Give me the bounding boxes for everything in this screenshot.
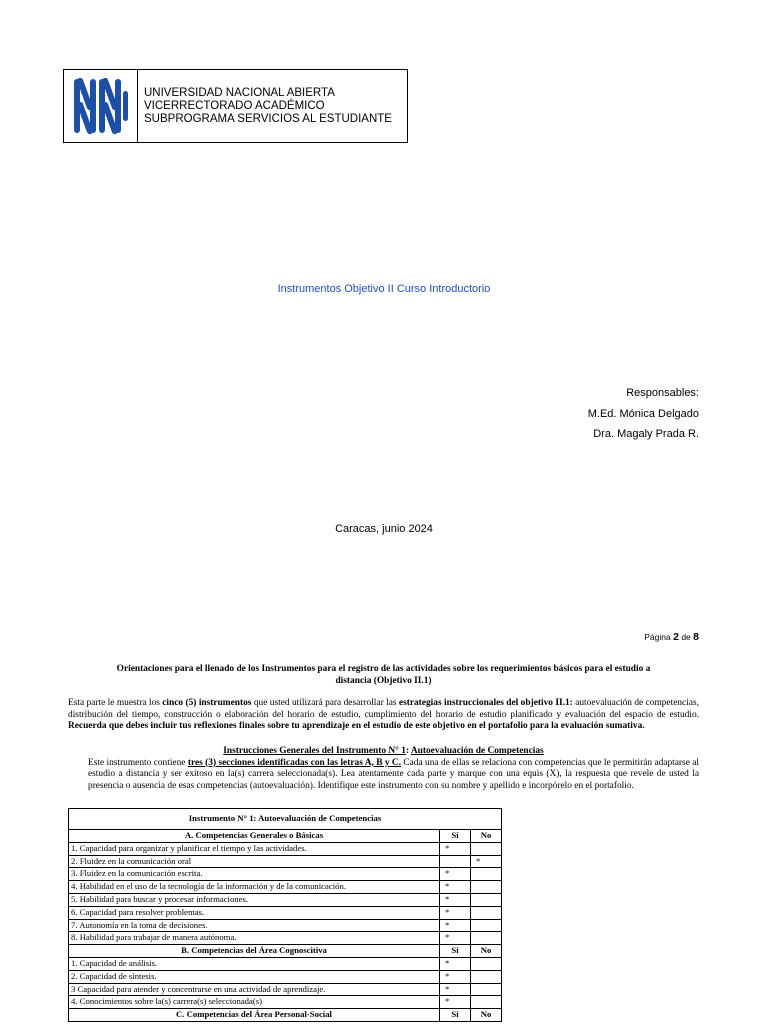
yes-cell[interactable]: *	[440, 932, 471, 945]
table-row	[69, 932, 502, 945]
no-cell[interactable]	[471, 868, 502, 881]
competency-label: 1. Capacidad de análisis.	[69, 957, 440, 970]
section-b-rows	[69, 957, 502, 1008]
no-cell[interactable]	[471, 919, 502, 932]
responsables-block	[588, 383, 699, 445]
section-b-header	[69, 945, 502, 958]
page-current: 2	[673, 631, 679, 643]
page-total: 8	[693, 631, 699, 643]
orientaciones-heading: Orientaciones para el llenado de los Instrumentos para el registro de las actividades sobre los requerimientos básicos para el estudio a distancia (Objetivo II.1)	[116, 664, 651, 686]
una-logo	[64, 70, 138, 142]
no-cell[interactable]	[471, 970, 502, 983]
table-row	[69, 983, 502, 996]
intro-text-3: autoevaluación de competencias, distribución del tiempo, construcción o elaboración del horario de estudio, cumplimiento del horario de estudio planificado y evaluación del espacio de estudio.	[68, 698, 699, 720]
instructions-text-1: Este instrumento contiene	[88, 757, 188, 768]
table-row	[69, 996, 502, 1009]
responsable-2: Dra. Magaly Prada R.	[593, 428, 699, 440]
instructions-heading-sep: :	[405, 746, 411, 756]
yes-cell[interactable]: *	[440, 957, 471, 970]
competency-label: 5. Habilidad para buscar y procesar informaciones.	[69, 893, 440, 906]
col-yes: Sí	[440, 1009, 471, 1022]
instructions-bold-1: tres (3) secciones identificadas con las letras A, B y C.	[187, 757, 402, 768]
responsables-label: Responsables:	[626, 387, 699, 399]
yes-cell[interactable]	[440, 855, 471, 868]
intro-text-1: Esta parte le muestra los	[68, 698, 163, 708]
instructions-heading-b: Autoevaluación de Competencias	[410, 746, 544, 756]
no-cell[interactable]	[471, 983, 502, 996]
table-row	[69, 855, 502, 868]
no-cell[interactable]	[471, 932, 502, 945]
instructions-heading-a: Instrucciones Generales del Instrumento N° 1	[223, 746, 406, 756]
yes-cell[interactable]: *	[440, 983, 471, 996]
intro-text-2: que usted utilizará para desarrollar las	[251, 698, 399, 708]
section-a-title: A. Competencias Generales o Básicas	[69, 830, 440, 843]
institution-line-2: VICERRECTORADO ACADÉMICO	[144, 99, 325, 112]
instructions-paragraph	[68, 746, 699, 792]
section-a-header	[69, 830, 502, 843]
no-cell[interactable]	[471, 906, 502, 919]
table-caption: Instrumento N° 1: Autoevaluación de Competencias	[69, 809, 502, 830]
intro-bold-1: cinco (5) instrumentos	[162, 698, 252, 708]
no-cell[interactable]	[471, 957, 502, 970]
cover-date: Caracas, junio 2024	[335, 523, 433, 535]
competencias-table	[68, 808, 502, 1022]
yes-cell[interactable]: *	[440, 970, 471, 983]
page-number	[644, 631, 699, 643]
instructions-body	[68, 758, 699, 793]
competency-label: 3 Capacidad para atender y concentrarse en una actividad de aprendizaje.	[69, 983, 440, 996]
competency-label: 2. Capacidad de síntesis.	[69, 970, 440, 983]
table-row	[69, 868, 502, 881]
col-no: No	[471, 1009, 502, 1022]
yes-cell[interactable]: *	[440, 919, 471, 932]
section-c-header	[69, 1009, 502, 1022]
instructions-text-2: Cada una de ellas se relaciona con competencias que le permitirán adaptarse al estudio a distancia y ser exitoso en la(s) carrera seleccionada(s). Lea atentamente cada parte y marque con una equis (X), la respuesta que revele de usted la presencia o ausencia de esas competencias (autoevaluación). Identifique este instrumento con su nombre y apellido e incorpórelo en el portafolio.	[88, 757, 699, 791]
competency-label: 6. Capacidad para resolver problemas.	[69, 906, 440, 919]
col-no: No	[471, 945, 502, 958]
section-a-rows	[69, 842, 502, 944]
table-row	[69, 842, 502, 855]
no-cell[interactable]	[471, 842, 502, 855]
competency-label: 2. Fluidez en la comunicación oral	[69, 855, 440, 868]
no-cell[interactable]	[471, 996, 502, 1009]
section-c-title: C. Competencias del Área Personal-Social	[69, 1009, 440, 1022]
una-logo-icon	[70, 73, 132, 139]
competency-label: 8. Habilidad para trabajar de manera autónoma.	[69, 932, 440, 945]
table-row	[69, 957, 502, 970]
yes-cell[interactable]: *	[440, 906, 471, 919]
table-row	[69, 893, 502, 906]
institution-name	[138, 87, 392, 126]
competency-label: 3. Fluidez en la comunicación escrita.	[69, 868, 440, 881]
institution-header	[63, 69, 408, 143]
intro-bold-3: Recuerda que debes incluir tus reflexiones finales sobre tu aprendizaje en el estudio de este objetivo en el portafolio para la evaluación sumativa.	[68, 721, 645, 732]
institution-line-1: UNIVERSIDAD NACIONAL ABIERTA	[144, 86, 335, 99]
competency-label: 4. Habilidad en el uso de la tecnología de la información y de la comunicación.	[69, 881, 440, 894]
yes-cell[interactable]: *	[440, 881, 471, 894]
responsable-1: M.Ed. Mónica Delgado	[587, 407, 699, 420]
competency-label: 4. Conocimientos sobre la(s) carrera(s) seleccionada(s)	[69, 996, 440, 1009]
yes-cell[interactable]: *	[440, 842, 471, 855]
col-yes: Sí	[440, 945, 471, 958]
cover-title: Instrumentos Objetivo II Curso Introductorio	[277, 283, 491, 295]
no-cell[interactable]: *	[471, 855, 502, 868]
intro-bold-2: estrategias instruccionales del objetivo II.1:	[398, 698, 573, 708]
table-row	[69, 970, 502, 983]
institution-line-3: SUBPROGRAMA SERVICIOS AL ESTUDIANTE	[144, 112, 392, 125]
section-b-title: B. Competencias del Área Cognoscitiva	[69, 945, 440, 958]
page-label: Página	[644, 632, 671, 642]
table-row	[69, 919, 502, 932]
competency-label: 1. Capacidad para organizar y planificar el tiempo y las actividades.	[69, 842, 440, 855]
no-cell[interactable]	[471, 893, 502, 906]
intro-paragraph	[68, 698, 699, 733]
no-cell[interactable]	[471, 881, 502, 894]
col-no: No	[471, 830, 502, 843]
page-sep: de	[681, 632, 691, 642]
table-row	[69, 906, 502, 919]
yes-cell[interactable]: *	[440, 893, 471, 906]
yes-cell[interactable]: *	[440, 996, 471, 1009]
yes-cell[interactable]: *	[440, 868, 471, 881]
col-yes: Sí	[440, 830, 471, 843]
table-row	[69, 881, 502, 894]
competency-label: 7. Autonomía en la toma de decisiones.	[69, 919, 440, 932]
instructions-heading	[68, 746, 699, 758]
